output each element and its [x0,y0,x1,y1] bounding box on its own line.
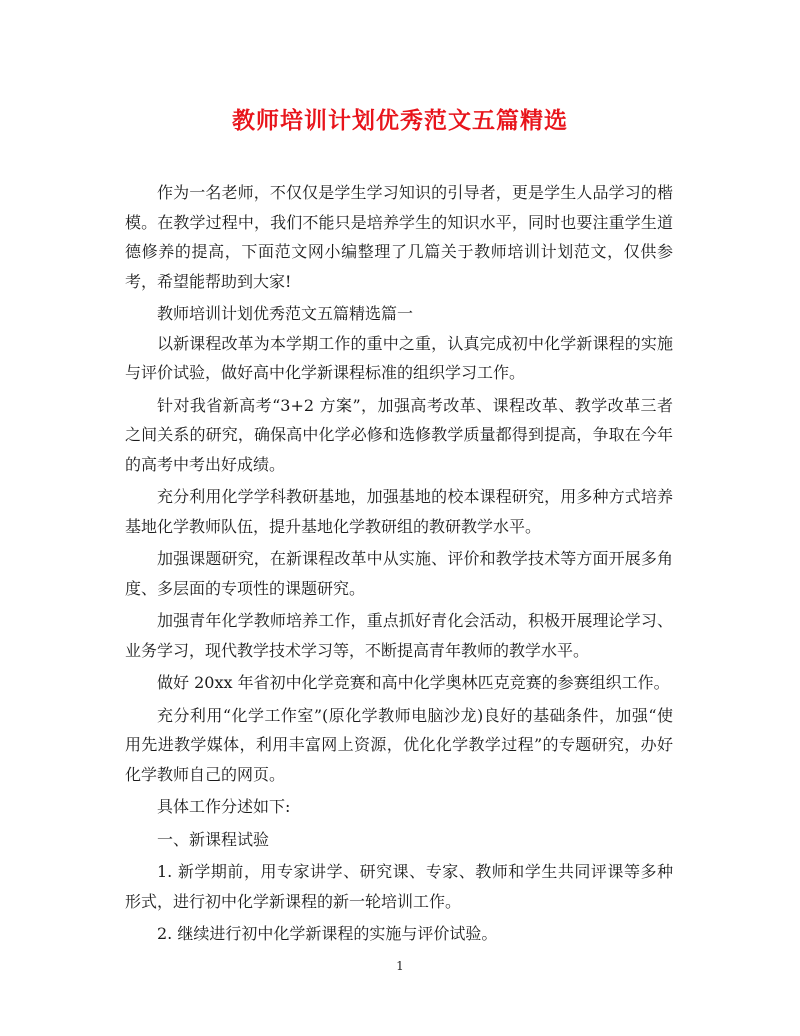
paragraph-9: 具体工作分述如下: [157,797,291,816]
paragraph-6: 加强青年化学教师培养工作，重点抓好青化会活动，积极开展理论学习、业务学习，现代教学技术学习等，不断提高青年教师的教学水平。 [125,611,673,660]
document-body [125,178,673,952]
list-item-2: 2. 继续进行初中化学新课程的实施与评价试验。 [157,924,498,943]
paragraph-5: 加强课题研究，在新课程改革中从实施、评价和教学技术等方面开展多角度、多层面的专项性的课题研究。 [125,549,673,598]
section-heading-1: 教师培训计划优秀范文五篇精选篇一 [157,304,414,323]
subheading-new-curriculum: 一、新课程试验 [157,829,270,849]
paragraph-8: 充分利用“化学工作室”(原化学教师电脑沙龙)良好的基础条件，加强“使用先进教学媒体，利用丰富网上资源，优化化学教学过程”的专题研究，办好化学教师自己的网页。 [125,705,673,784]
paragraph-3: 针对我省新高考“3+2 方案”，加强高考改革、课程改革、教学改革三者之间关系的研究，确保高中化学必修和选修教学质量都得到提高，争取在今年的高考中考出好成绩。 [125,395,673,474]
paragraph-2: 以新课程改革为本学期工作的重中之重，认真完成初中化学新课程的实施与评价试验，做好高中化学新课程标准的组织学习工作。 [125,333,673,382]
paragraph-4: 充分利用化学学科教研基地，加强基地的校本课程研究，用多种方式培养基地化学教师队伍，提升基地化学教研组的教研教学水平。 [125,487,673,536]
document-title: 教师培训计划优秀范文五篇精选 [232,107,568,134]
paragraph-7: 做好 20xx 年省初中化学竞赛和高中化学奥林匹克竞赛的参赛组织工作。 [157,673,670,692]
list-item-1: 1. 新学期前，用专家讲学、研究课、专家、教师和学生共同评课等多种形式，进行初中化学新课程的新一轮培训工作。 [125,862,673,911]
intro-paragraph: 作为一名老师，不仅仅是学生学习知识的引导者，更是学生人品学习的楷模。在教学过程中，我们不能只是培养学生的知识水平，同时也要注重学生道德修养的提高，下面范文网小编整理了几篇关于教师培训计划范文，仅供参考，希望能帮助到大家! [125,183,673,291]
page-number: 1 [396,959,404,973]
